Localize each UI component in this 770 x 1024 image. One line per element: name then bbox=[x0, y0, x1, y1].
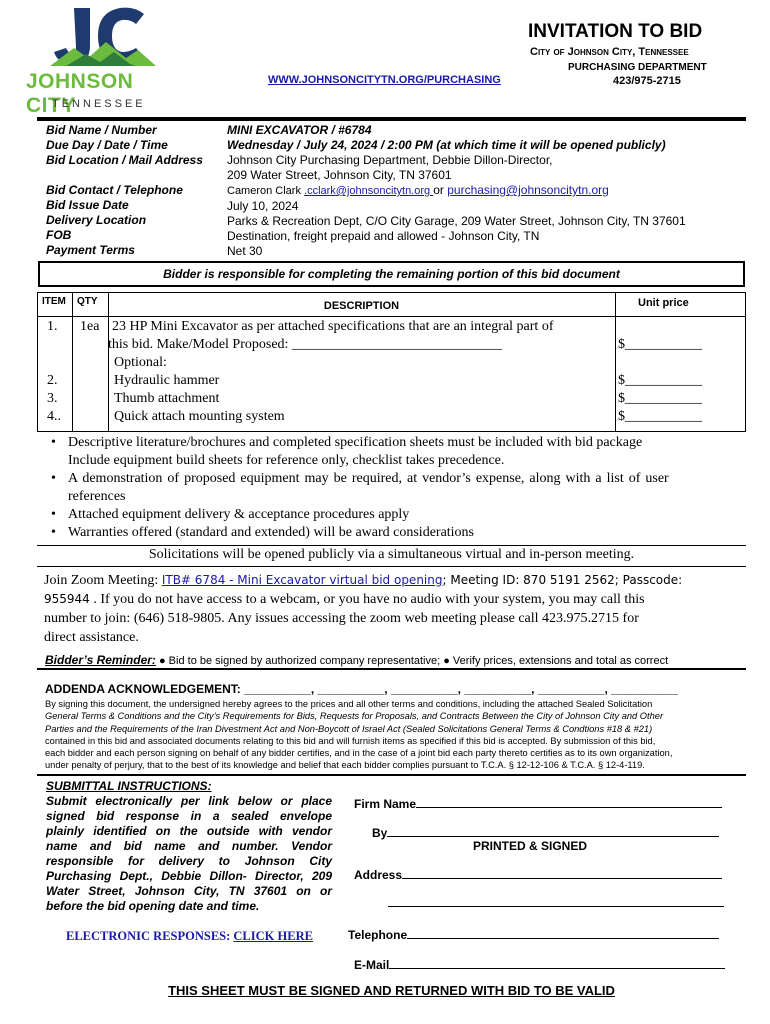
row-item: 1. bbox=[47, 319, 58, 334]
payment-value: Net 30 bbox=[227, 244, 263, 258]
contact-or: or bbox=[433, 183, 448, 197]
list-item: references bbox=[68, 489, 126, 504]
zoom-meeting-link[interactable]: ITB# 6784 - Mini Excavator virtual bid opening bbox=[161, 573, 443, 587]
zoom-phone: number to join: (646) 518-9805. Any issues accessing the zoom web meeting please call 423.975.2715 for bbox=[44, 611, 639, 626]
purchasing-email-link[interactable]: purchasing@johnsoncitytn.org bbox=[447, 183, 609, 197]
telephone-field[interactable]: Telephone bbox=[348, 926, 719, 942]
firm-name-field[interactable]: Firm Name bbox=[354, 795, 722, 811]
electronic-label: ELECTRONIC RESPONSES: bbox=[66, 929, 234, 943]
submittal-instructions: SUBMITTAL INSTRUCTIONS: Submit electronically per link below or place signed bid response in a sealed envelope plainly identified on the outside with vendor name and bid name and number. Vendor responsible for delivery to Johnson City Purchasing Dept., Debbie Dillon- Director, 209 Water Street, Johnson City, TN 37601 on or before the bid opening date and time. bbox=[46, 779, 332, 913]
bid-info-labels bbox=[46, 123, 203, 258]
bidder-reminder bbox=[45, 653, 668, 667]
issue-date-value: July 10, 2024 bbox=[227, 199, 299, 213]
department-phone: 423/975-2715 bbox=[613, 75, 681, 87]
label-issue-date: Bid Issue Date bbox=[46, 198, 129, 212]
list-item: • Warranties offered (standard and extended) will be award considerations bbox=[51, 525, 475, 540]
list-item: • Attached equipment delivery & acceptance procedures apply bbox=[51, 507, 410, 522]
row-description-2: this bid. Make/Model Proposed: ______________________________ bbox=[108, 337, 502, 352]
due-day-value: Wednesday / July 24, 2024 / 2:00 PM (at which time it will be opened publicly) bbox=[227, 138, 666, 152]
requirements-list bbox=[38, 434, 738, 542]
zoom-passcode: 955944 bbox=[44, 592, 90, 606]
bullet-icon: • bbox=[51, 471, 56, 486]
jc-logo-icon bbox=[26, 4, 176, 74]
bullet-icon: • bbox=[51, 507, 56, 522]
zoom-prefix: Join Zoom Meeting: bbox=[44, 573, 162, 588]
label-fob: FOB bbox=[46, 228, 72, 242]
list-item: • Descriptive literature/brochures and completed specification sheets must be included with bid package bbox=[51, 435, 643, 450]
list-item: • A demonstration of proposed equipment may be required, at vendor’s expense, along with a list of user bbox=[51, 471, 669, 486]
addenda-acknowledgement bbox=[45, 682, 678, 696]
electronic-responses bbox=[66, 929, 313, 944]
row-description: Quick attach mounting system bbox=[114, 409, 285, 424]
contact-email-link[interactable]: .cclark@johnsoncitytn.org bbox=[304, 185, 434, 197]
row-price[interactable]: $___________ bbox=[618, 373, 702, 388]
divider bbox=[37, 545, 746, 546]
bullet-icon: • bbox=[51, 435, 56, 450]
zoom-block: Join Zoom Meeting: ITB# 6784 - Mini Excavator virtual bid opening; Meeting ID: 870 5191 2562; Passcode: 955944 . If you do not have access to a webcam, or you have no audio with your system, you may call this number to join: (646) 518-9805. Any issues accessing the zoom web meeting please call 423.975.2715 for direct assistance. bbox=[44, 571, 744, 647]
bid-name-value: MINI EXCAVATOR / #6784 bbox=[227, 123, 372, 137]
header-unit-price: Unit price bbox=[638, 297, 689, 309]
row-description: Hydraulic hammer bbox=[114, 373, 220, 388]
label-location: Bid Location / Mail Address bbox=[46, 153, 203, 167]
divider bbox=[37, 774, 746, 776]
divider bbox=[37, 566, 746, 567]
addenda-label: ADDENDA ACKNOWLEDGEMENT: bbox=[45, 682, 241, 696]
label-contact: Bid Contact / Telephone bbox=[46, 183, 183, 197]
row-description: Thumb attachment bbox=[114, 391, 220, 406]
reminder-label: Bidder’s Reminder: bbox=[45, 653, 156, 667]
header-item: ITEM bbox=[42, 296, 66, 307]
page-title: INVITATION TO BID bbox=[528, 21, 703, 42]
city-logo bbox=[26, 4, 176, 117]
printed-signed-label: PRINTED & SIGNED bbox=[473, 839, 588, 853]
fob-value: Destination, freight prepaid and allowed - Johnson City, TN bbox=[227, 229, 540, 243]
location-value-2: 209 Water Street, Johnson City, TN 37601 bbox=[227, 168, 452, 182]
row-price[interactable]: $___________ bbox=[618, 337, 702, 352]
contact-name: Cameron Clark bbox=[227, 185, 301, 197]
department-name: PURCHASING DEPARTMENT bbox=[568, 62, 707, 73]
zoom-assistance: direct assistance. bbox=[44, 630, 139, 645]
delivery-value: Parks & Recreation Dept, C/O City Garage, 209 Water Street, Johnson City, TN 37601 bbox=[227, 214, 686, 228]
terms-paragraph: By signing this document, the undersigned hereby agrees to the prices and all other terms and conditions, including the attached Sealed Solicitation General Terms & Conditions and the City’s Requirements for Bids, Requests for Proposals, and Contracts Between the City of Johnson City and Other Parties and the Requirements of the Iran Divestment Act and Non-Boycott of Israel Act (Sealed Solicitations General Terms & Condtions #18 & #21) contained in this bid and associated documents relating to this bid and will furnish items as specified if this bid is accepted. By submission of this bid, each bidder and each person signing on behalf of any bidder certifies, and in the case of a joint bid each party thereto certifies as to its own organization, under penalty of perjury, that to the best of its knowledge and belief that each bidder complies pursuant to T.C.A. § 12-12-106 & T.C.A. § 12-4-119. bbox=[45, 699, 673, 771]
reminder-text: ● Bid to be signed by authorized company representative; ● Verify prices, extensions and total as correct bbox=[155, 655, 669, 667]
row-item: 3. bbox=[47, 391, 58, 406]
label-payment: Payment Terms bbox=[46, 243, 135, 257]
by-field[interactable]: By bbox=[372, 824, 719, 840]
row-item: 4.. bbox=[47, 409, 61, 424]
header-description: DESCRIPTION bbox=[323, 300, 400, 312]
address-field-2[interactable] bbox=[388, 894, 724, 910]
notice-box bbox=[38, 261, 745, 287]
logo-state: TENNESSEE bbox=[52, 98, 146, 110]
submittal-heading: SUBMITTAL INSTRUCTIONS: bbox=[46, 779, 212, 793]
list-item: Include equipment build sheets for reference only, checklist takes precedence. bbox=[68, 453, 505, 468]
row-description: Optional: bbox=[114, 355, 167, 370]
row-item: 2. bbox=[47, 373, 58, 388]
location-value-1: Johnson City Purchasing Department, Debbie Dillon-Director, bbox=[227, 153, 553, 167]
label-delivery: Delivery Location bbox=[46, 213, 147, 227]
header-qty: QTY bbox=[77, 296, 98, 307]
solicitation-text: Solicitations will be opened publicly via a simultaneous virtual and in-person meeting. bbox=[148, 547, 635, 562]
label-bid-name: Bid Name / Number bbox=[46, 123, 157, 137]
address-field[interactable]: Address bbox=[354, 866, 722, 882]
label-due-day: Due Day / Date / Time bbox=[46, 138, 168, 152]
email-field[interactable]: E-Mail bbox=[354, 956, 725, 972]
row-price[interactable]: $___________ bbox=[618, 391, 702, 406]
purchasing-website-link[interactable]: WWW.JOHNSONCITYTN.ORG/PURCHASING bbox=[268, 74, 501, 86]
items-table bbox=[37, 292, 746, 432]
contact-value bbox=[227, 183, 747, 199]
bid-info-values bbox=[227, 123, 747, 259]
header-divider bbox=[37, 117, 746, 121]
addenda-blanks[interactable]: __________, __________, __________, __________, __________, __________ bbox=[240, 682, 678, 696]
city-name: City of Johnson City, Tennessee bbox=[530, 46, 689, 58]
row-description: 23 HP Mini Excavator as per attached specifications that are an integral part of bbox=[112, 319, 554, 334]
row-price[interactable]: $___________ bbox=[618, 409, 702, 424]
zoom-meeting-id: ; Meeting ID: 870 5191 2562; Passcode: bbox=[442, 573, 683, 587]
divider bbox=[37, 668, 746, 670]
bullet-icon: • bbox=[51, 525, 56, 540]
notice-text: Bidder is responsible for completing the remaining portion of this bid document bbox=[163, 267, 620, 281]
footer-note: THIS SHEET MUST BE SIGNED AND RETURNED WITH BID TO BE VALID bbox=[168, 983, 615, 998]
logo-name: JOHNSON CITY bbox=[26, 70, 134, 117]
row-qty: 1ea bbox=[80, 319, 100, 334]
click-here-link[interactable]: CLICK HERE bbox=[233, 929, 313, 943]
